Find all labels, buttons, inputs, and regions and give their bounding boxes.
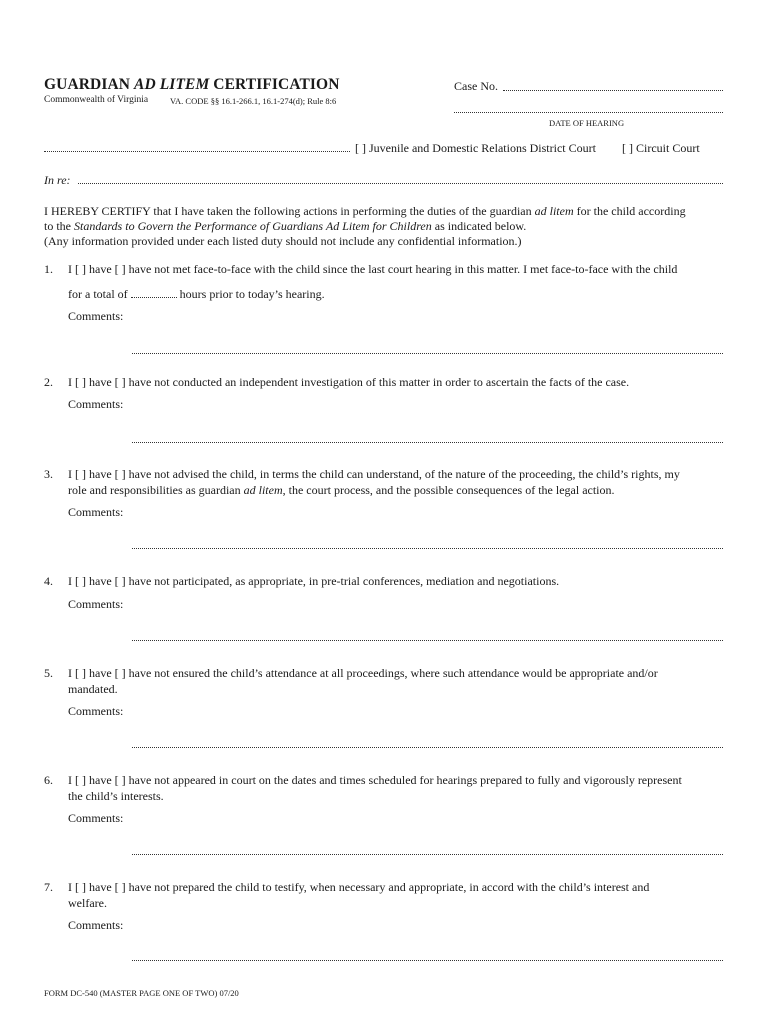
item-4-line1: participated, as appropriate, in pre-trial conferences, mediation and negotiations. [172, 574, 560, 588]
certify-line-3: (Any information provided under each listed duty should not include any confidential information.) [44, 234, 522, 248]
certify-line2-a: to the [44, 219, 74, 233]
certify-line1-b: for the child according [573, 204, 686, 218]
checkbox-pair[interactable]: I [ ] have [ ] have not [68, 262, 170, 276]
comments-label: Comments: [68, 397, 124, 411]
title-part1: GUARDIAN [44, 76, 135, 93]
certify-statement [44, 204, 734, 249]
hours-field[interactable] [131, 289, 177, 298]
court-name-field[interactable] [44, 151, 350, 152]
certify-line1-a: I HEREBY CERTIFY that I have taken the following actions in performing the duties of the guardian [44, 204, 535, 218]
item-5-line1-wrap [68, 666, 728, 682]
checkbox-pair[interactable]: I [ ] have [ ] have not [68, 773, 170, 787]
comments-label: Comments: [68, 918, 124, 932]
item-3-line1: advised the child, in terms the child can understand, of the nature of the proceeding, the child’s rights, my [172, 467, 680, 481]
item-1-hours-label: for a total of [68, 287, 128, 301]
certify-line-2 [44, 219, 734, 234]
date-of-hearing-label: DATE OF HEARING [549, 118, 625, 128]
item-number: 6. [44, 773, 53, 787]
item-7-line1-wrap [68, 880, 728, 896]
title-part2: CERTIFICATION [209, 76, 340, 93]
code-reference: VA. CODE §§ 16.1-266.1, 16.1-274(d); Rule 8:6 [170, 96, 337, 106]
comments-field-6[interactable] [132, 854, 723, 855]
comments-field-5[interactable] [132, 747, 723, 748]
title-italic: AD LITEM [134, 76, 210, 93]
item-number: 5. [44, 666, 53, 680]
item-3-line2-a: role and responsibilities as guardian [68, 482, 244, 497]
item-2-text [68, 375, 728, 391]
comments-label: Comments: [68, 704, 124, 718]
checkbox-pair[interactable]: I [ ] have [ ] have not [68, 574, 170, 588]
item-1-line2 [68, 287, 325, 302]
checkbox-pair[interactable]: I [ ] have [ ] have not [68, 467, 170, 481]
item-5-line2: mandated. [68, 681, 118, 696]
certify-line-1 [44, 204, 734, 219]
form-title [44, 76, 340, 94]
certify-line1-italic: ad litem [534, 204, 574, 218]
in-re-label: In re: [44, 173, 71, 187]
item-3-text [68, 467, 728, 498]
checkbox-pair[interactable]: I [ ] have [ ] have not [68, 375, 170, 389]
item-5-line1: ensured the child’s attendance at all proceedings, where such attendance would be appropriate and/or [172, 666, 658, 680]
circuit-court-option[interactable]: [ ] Circuit Court [622, 141, 700, 155]
comments-label: Comments: [68, 597, 124, 611]
item-6-line1-wrap [68, 773, 728, 789]
certify-line2-italic: Standards to Govern the Performance of Guardians Ad Litem for Children [74, 219, 432, 233]
item-6-line2: the child’s interests. [68, 788, 164, 803]
comments-field-7[interactable] [132, 960, 723, 961]
item-1-line1: met face-to-face with the child since the last court hearing in this matter. I met face-to-face with the child [172, 262, 678, 276]
item-number: 7. [44, 880, 53, 894]
case-no-label: Case No. [454, 79, 498, 93]
comments-label: Comments: [68, 505, 124, 519]
item-5-text [68, 666, 728, 697]
item-6-text [68, 773, 728, 804]
item-7-text [68, 880, 728, 911]
in-re-field[interactable] [78, 183, 723, 184]
comments-field-3[interactable] [132, 548, 723, 549]
item-4-text [68, 574, 728, 590]
jdr-court-option[interactable]: [ ] Juvenile and Domestic Relations District Court [355, 141, 596, 155]
comments-label: Comments: [68, 309, 124, 323]
item-3-line1-wrap [68, 467, 728, 483]
item-3-line2 [68, 483, 728, 499]
comments-field-2[interactable] [132, 442, 723, 443]
item-number: 2. [44, 375, 53, 389]
item-6-line1: appeared in court on the dates and times scheduled for hearings prepared to fully and vigorously represent [172, 773, 682, 787]
form-footer: FORM DC-540 (MASTER PAGE ONE OF TWO) 07/20 [44, 988, 239, 998]
item-number: 4. [44, 574, 53, 588]
item-1-hours-suffix: hours prior to today’s hearing. [179, 287, 325, 301]
comments-field-4[interactable] [132, 640, 723, 641]
item-number: 1. [44, 262, 53, 276]
checkbox-pair[interactable]: I [ ] have [ ] have not [68, 666, 170, 680]
item-3-line2-b: , the court process, and the possible consequences of the legal action. [282, 482, 615, 497]
checkbox-pair[interactable]: I [ ] have [ ] have not [68, 880, 170, 894]
comments-label: Comments: [68, 811, 124, 825]
item-2-line1: conducted an independent investigation of this matter in order to ascertain the facts of the case. [172, 375, 630, 389]
comments-field-1[interactable] [132, 353, 723, 354]
item-3-line2-italic: ad litem [243, 482, 283, 497]
jurisdiction: Commonwealth of Virginia [44, 95, 149, 105]
item-number: 3. [44, 467, 53, 481]
case-no-field[interactable] [503, 90, 723, 91]
item-7-line2: welfare. [68, 895, 107, 910]
date-of-hearing-field[interactable] [454, 112, 723, 113]
certify-line2-b: as indicated below. [431, 219, 527, 233]
item-7-line1: prepared the child to testify, when necessary and appropriate, in accord with the child’s interest and [172, 880, 650, 894]
item-1-text [68, 262, 728, 278]
